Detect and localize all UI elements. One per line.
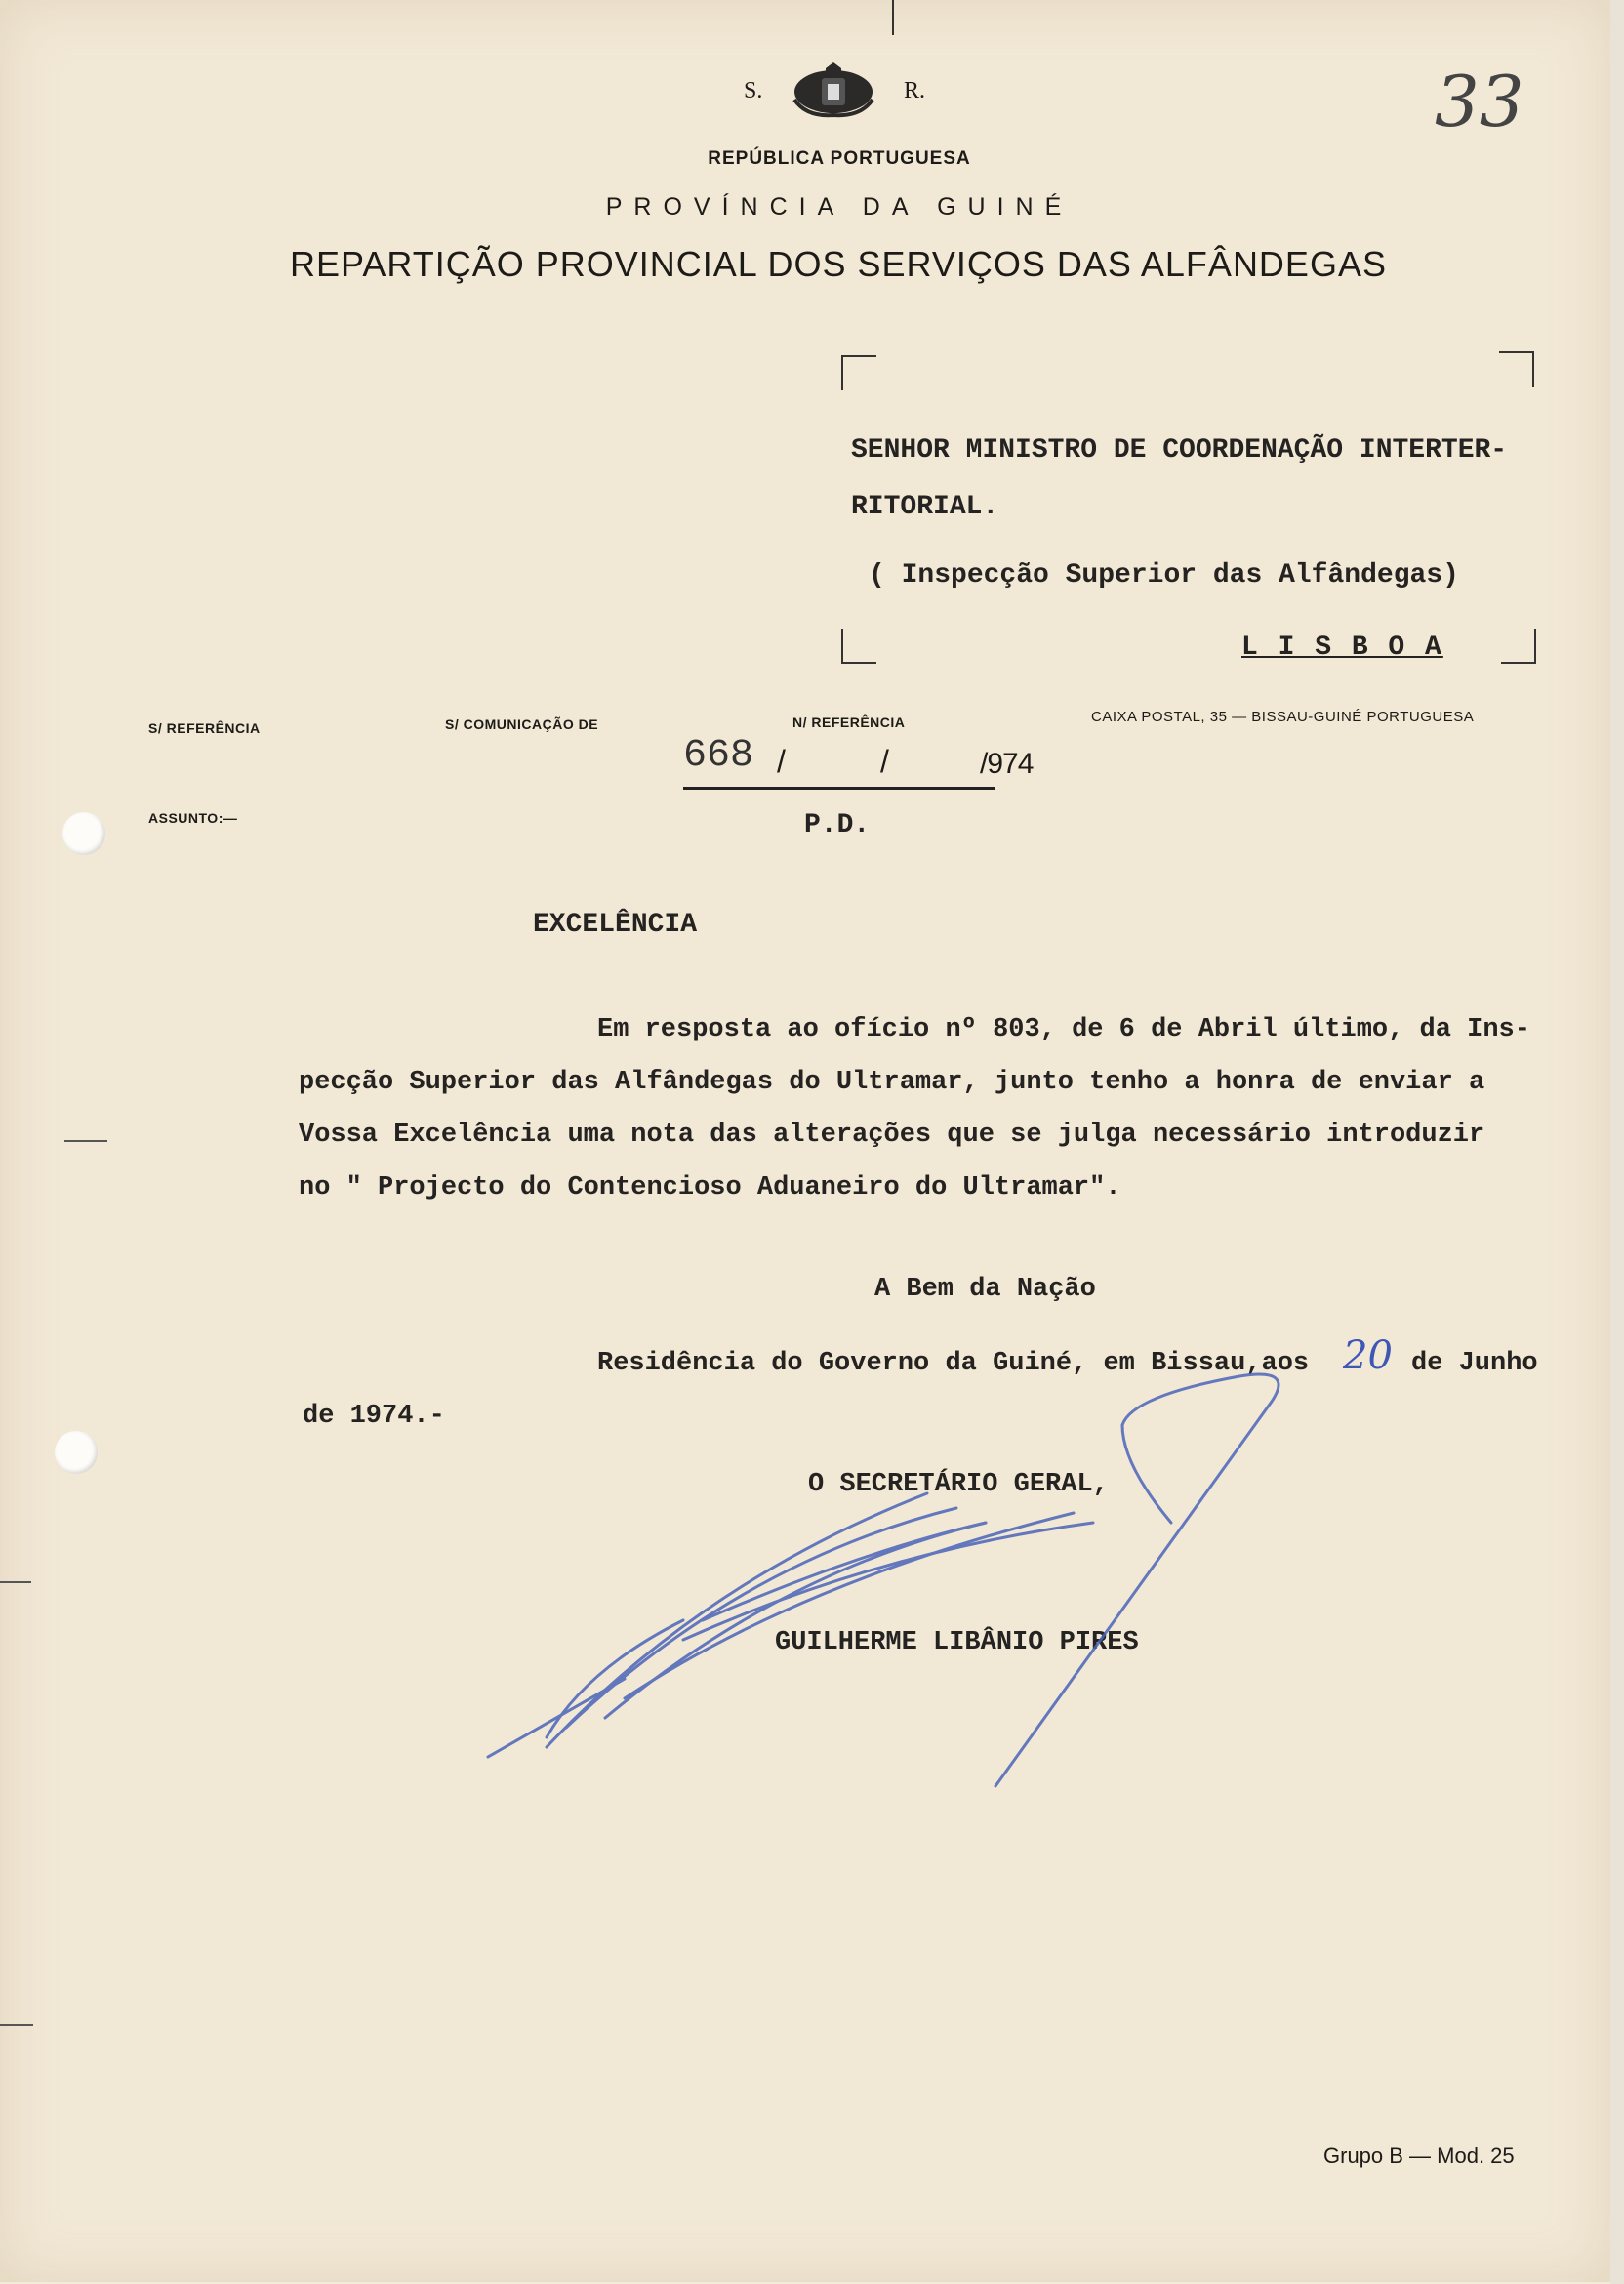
paragraph-line-4: no " Projecto do Contencioso Aduaneiro do Ultramar". — [299, 1173, 1121, 1203]
signatory-name: GUILHERME LIBÂNIO PIRES — [775, 1628, 1139, 1657]
residence-line-suffix: de Junho — [1411, 1349, 1538, 1378]
addressee-line-2: RITORIAL. — [851, 492, 999, 522]
salutation: EXCELÊNCIA — [533, 910, 698, 940]
provincia-heading: PROVÍNCIA DA GUINÉ — [605, 193, 1074, 221]
addressee-city: L I S B O A — [1241, 632, 1443, 663]
addressee-line-1: SENHOR MINISTRO DE COORDENAÇÃO INTERTER- — [851, 435, 1508, 466]
paragraph-line-1: Em resposta ao ofício nº 803, de 6 de Abril último, da Ins- — [597, 1015, 1530, 1044]
paragraph-line-2: pecção Superior das Alfândegas do Ultramar, junto tenho a honra de enviar a — [299, 1068, 1485, 1097]
s-referencia-label: S/ REFERÊNCIA — [148, 720, 261, 736]
n-referencia-label: N/ REFERÊNCIA — [792, 714, 906, 730]
residence-line-prefix: Residência do Governo da Guiné, em Bissau,aos — [597, 1349, 1310, 1378]
s-comunicacao-label: S/ COMUNICAÇÃO DE — [445, 716, 599, 732]
caixa-postal-label: CAIXA POSTAL, 35 — BISSAU-GUINÉ PORTUGUESA — [1091, 709, 1475, 725]
closing-line: A Bem da Nação — [874, 1275, 1096, 1304]
date-year-line: de 1974.- — [303, 1402, 445, 1431]
handwritten-day: 20 — [1343, 1333, 1393, 1378]
form-code: Grupo B — Mod. 25 — [1323, 2143, 1515, 2168]
republica-heading: REPÚBLICA PORTUGUESA — [708, 148, 971, 169]
signatory-title: O SECRETÁRIO GERAL, — [808, 1470, 1109, 1499]
pd-mark: P.D. — [804, 810, 871, 840]
reference-sep-1: / — [777, 744, 786, 779]
reference-number: 668 — [683, 734, 754, 778]
letterhead-s: S. — [744, 78, 763, 103]
letterhead-r: R. — [904, 78, 926, 103]
assunto-label: ASSUNTO:— — [148, 810, 238, 826]
reference-sep-2: / — [880, 744, 889, 779]
reference-year: /974 — [980, 748, 1034, 780]
handwritten-page-number: 33 — [1435, 61, 1524, 143]
addressee-line-3: ( Inspecção Superior das Alfândegas) — [869, 560, 1459, 591]
reparticao-heading: REPARTIÇÃO PROVINCIAL DOS SERVIÇOS DAS ALFÂNDEGAS — [290, 244, 1387, 284]
paragraph-line-3: Vossa Excelência uma nota das alterações que se julga necessário introduzir — [299, 1121, 1485, 1150]
